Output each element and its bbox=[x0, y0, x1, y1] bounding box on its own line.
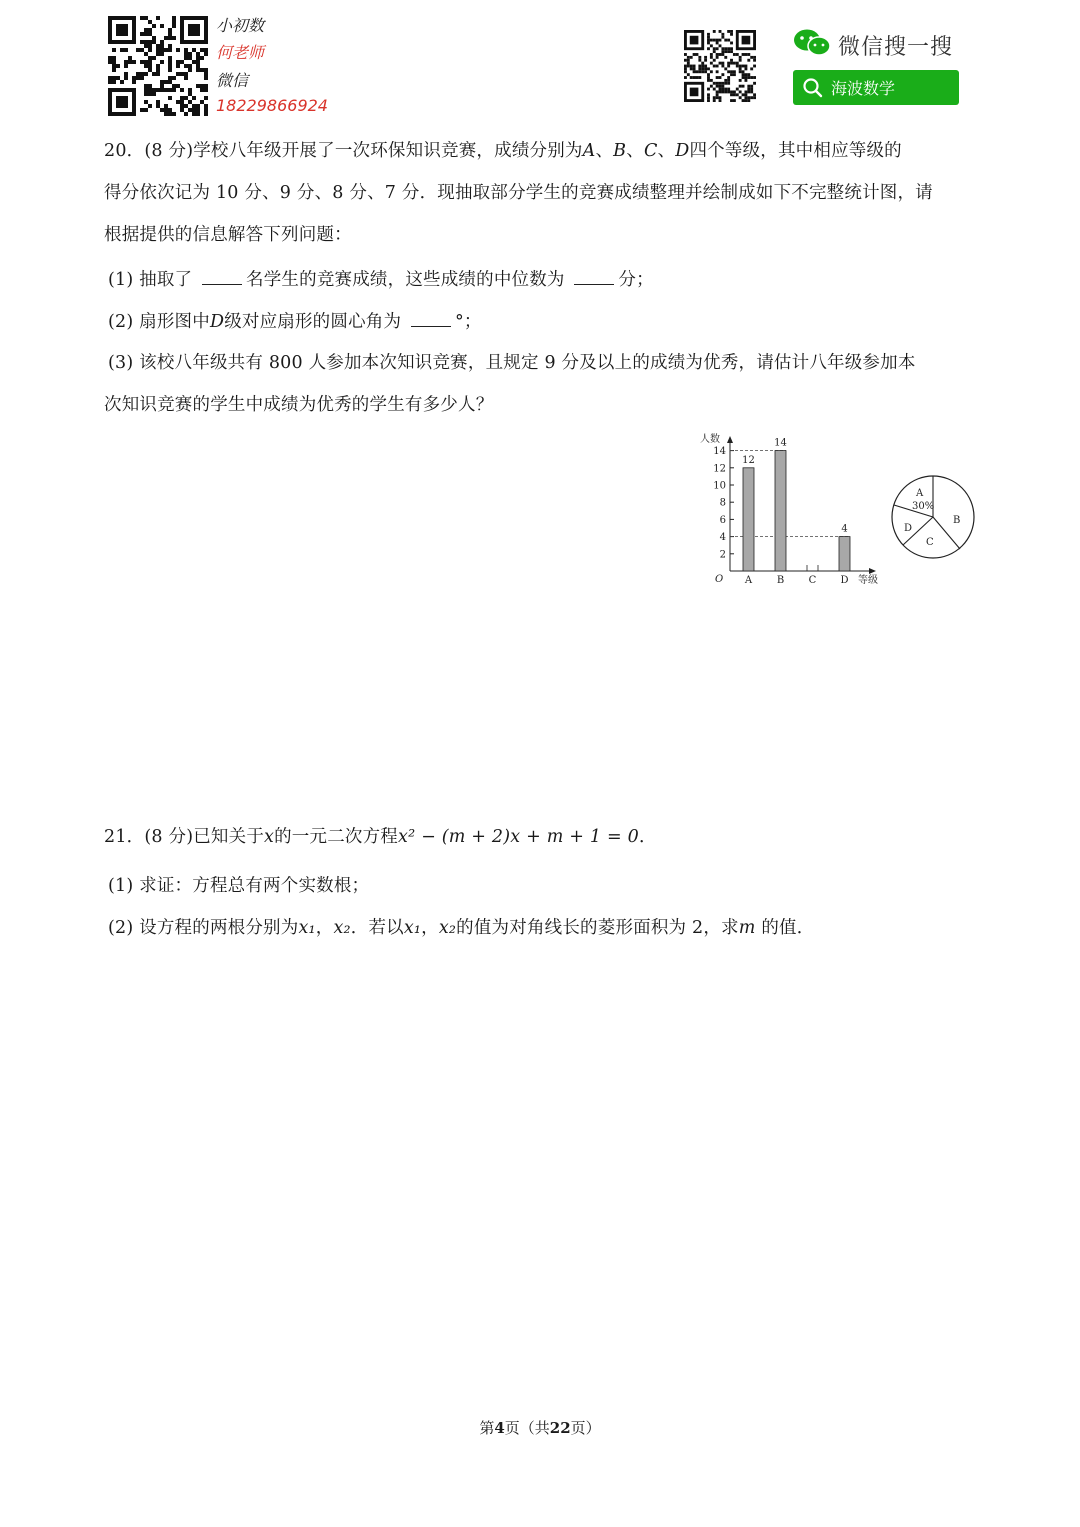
category-label: A bbox=[744, 575, 753, 586]
pie-chart bbox=[890, 474, 978, 562]
y-tick-label: 12 bbox=[713, 463, 726, 475]
data-label: 4 bbox=[841, 523, 848, 535]
q21-intro: 21．(8 分)已知关于x的一元二次方程x² − (m + 2)x + m + 1 = 0． bbox=[104, 827, 657, 847]
pie-label-a: A bbox=[916, 488, 924, 499]
q21-part-1: (1) 求证：方程总有两个实数根； bbox=[108, 876, 370, 896]
qr-code-right bbox=[684, 30, 756, 102]
wechat-search-title: 微信搜一搜 bbox=[838, 35, 954, 60]
x-axis-arrow bbox=[869, 568, 876, 574]
y-tick-label: 10 bbox=[713, 480, 726, 492]
answer-blank-median[interactable] bbox=[574, 266, 614, 285]
handwriting-phone: 18229866924 bbox=[216, 96, 328, 115]
y-tick-label: 6 bbox=[719, 514, 726, 526]
handwriting-line-2: 何老师 bbox=[216, 43, 265, 62]
qr-code-left bbox=[108, 16, 208, 116]
origin-label: O bbox=[715, 574, 724, 585]
y-axis-arrow bbox=[727, 436, 733, 443]
q20-part-1: (1) 抽取了 名学生的竞赛成绩，这些成绩的中位数为 分； bbox=[108, 266, 654, 292]
answer-blank-angle[interactable] bbox=[411, 308, 451, 327]
q20-part-3-line-2: 次知识竞赛的学生中成绩为优秀的学生有多少人？ bbox=[104, 395, 494, 415]
bar-b bbox=[775, 451, 786, 571]
bar-a bbox=[743, 468, 754, 571]
q20-line-2: 得分依次记为 10 分、9 分、8 分、7 分．现抽取部分学生的竞赛成绩整理并绘制成如下不完整统计图，请 bbox=[104, 183, 933, 203]
q20-line-3: 根据提供的信息解答下列问题： bbox=[104, 225, 352, 245]
q21-equation: x² − (m + 2)x + m + 1 = 0 bbox=[398, 827, 639, 847]
y-axis-label: 人数 bbox=[700, 434, 720, 445]
pie-label-a-percent: 30% bbox=[912, 501, 935, 512]
pie-label-c: C bbox=[926, 537, 934, 548]
wechat-search-button[interactable] bbox=[793, 70, 959, 105]
answer-blank-count[interactable] bbox=[202, 266, 242, 285]
category-label: C bbox=[808, 575, 817, 586]
q20-line-1: 20．(8 分)学校八年级开展了一次环保知识竞赛，成绩分别为A、B、C、D四个等级，其中相应等级的 bbox=[104, 141, 902, 161]
search-icon bbox=[801, 76, 825, 100]
q21-part-2: (2) 设方程的两根分别为x₁，x₂．若以x₁，x₂的值为对角线长的菱形面积为 2，求m 的值． bbox=[108, 918, 815, 938]
page-footer: 第4页（共22页） bbox=[479, 1419, 601, 1437]
data-label: 12 bbox=[742, 454, 755, 466]
q20-part-3-line-1: (3) 该校八年级共有 800 人参加本次知识竞赛，且规定 9 分及以上的成绩为优秀，请估计八年级参加本 bbox=[108, 353, 916, 373]
pie-label-d: D bbox=[904, 523, 913, 534]
wechat-search-button-label: 海波数学 bbox=[831, 79, 896, 98]
data-label: 14 bbox=[774, 437, 787, 449]
y-tick-label: 4 bbox=[719, 532, 726, 544]
y-tick-label: 2 bbox=[719, 549, 726, 561]
pie-label-b: B bbox=[953, 515, 961, 526]
category-label: D bbox=[840, 575, 849, 586]
bar-chart bbox=[690, 430, 890, 592]
q20-part-2: (2) 扇形图中D级对应扇形的圆心角为 °； bbox=[108, 308, 482, 334]
y-tick-label: 14 bbox=[713, 446, 726, 458]
category-label: B bbox=[776, 575, 785, 586]
handwriting-line-3: 微信 bbox=[216, 71, 249, 90]
bar-d bbox=[839, 537, 850, 571]
y-tick-label: 8 bbox=[719, 497, 726, 509]
x-axis-label: 等级 bbox=[858, 575, 878, 586]
wechat-logo-icon bbox=[792, 28, 832, 58]
handwriting-line-1: 小初数 bbox=[216, 16, 265, 35]
